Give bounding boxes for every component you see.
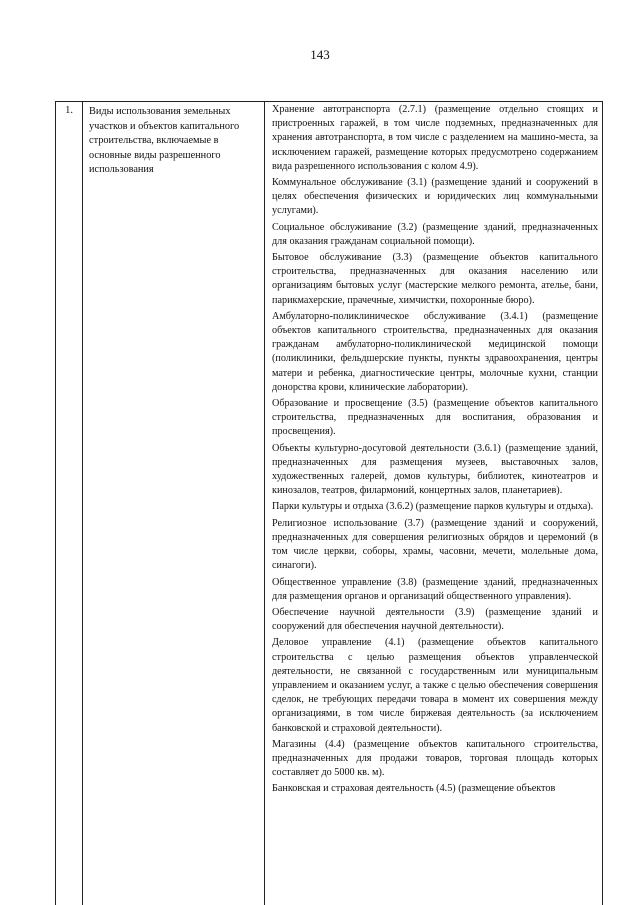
use-entry-cultural-leisure: Объекты культурно-досуговой деятельности (3.6.1) (размещение зданий, предназначенных для размещения музеев, выставочных залов, художественных галерей, домов культуры, библиотек, кинотеатров и кинозалов, театров, филармоний, концертных залов, планетариев). bbox=[272, 442, 598, 497]
land-use-table bbox=[55, 101, 603, 905]
use-entry-vehicle-storage: Хранение автотранспорта (2.7.1) (размещение отдельно стоящих и пристроенных гаражей, в том числе подземных, предназначенных для хранения автотранспорта, в том числе с разделением на машино-места, за исключением гаражей, размещение которых предусмотрено содержанием вида разрешенного использования с колом 4.9). bbox=[272, 104, 598, 172]
use-entry-public-administration: Общественное управление (3.8) (размещение зданий, предназначенных для размещения органов и организаций общественного управления). bbox=[272, 576, 598, 602]
use-entry-banking-insurance: Банковская и страховая деятельность (4.5) (размещение объектов bbox=[272, 783, 556, 795]
use-entry-shops: Магазины (4.4) (размещение объектов капитального строительства, предназначенных для продажи товаров, торговая площадь которых составляет до 5000 кв. м). bbox=[272, 738, 598, 779]
use-entry-household-service: Бытовое обслуживание (3.3) (размещение объектов капитального строительства, предназначенных для оказания населению или организациям бытовых услуг (мастерские мелкого ремонта, ателье, бани, парикмахерские, прачечные, химчистки, похоронные бюро). bbox=[272, 252, 598, 306]
row-description: Виды использования земельных участков и объектов капитального строительства, включаемые в основные виды разрешенного использования bbox=[83, 102, 265, 905]
use-entry-religious-use: Религиозное использование (3.7) (размещение зданий и сооружений, предназначенных для совершения религиозных обрядов и церемоний (в том числе церкви, соборы, храмы, часовни, мечети, молельные дома, синагоги). bbox=[272, 517, 598, 572]
use-entry-business-management: Деловое управление (4.1) (размещение объектов капитального строительства с целью размещения объектов управленческой деятельности, не связанной с государственным или муниципальным управлением и оказанием услуг, а также с целью обеспечения совершения сделок, не требующих передачи товара в момент их совершения между организациями, в том числе биржевая деятельность (за исключением банковской и страховой деятельности). bbox=[272, 637, 598, 734]
use-entry-education: Образование и просвещение (3.5) (размещение объектов капитального строительства, предназначенных для воспитания, образования и просвещения). bbox=[272, 398, 598, 438]
use-entry-culture-parks: Парки культуры и отдыха (3.6.2) (размещение парков культуры и отдыха). bbox=[272, 501, 594, 513]
page-number: 143 bbox=[310, 47, 330, 62]
permitted-uses-list bbox=[265, 102, 602, 905]
use-entry-communal-service: Коммунальное обслуживание (3.1) (размещение зданий и сооружений в целях обеспечения физических и юридических лиц коммунальными услугами). bbox=[272, 177, 598, 217]
use-entry-scientific-activity: Обеспечение научной деятельности (3.9) (размещение зданий и сооружений для обеспечения научной деятельности). bbox=[272, 606, 598, 633]
use-entry-outpatient-care: Амбулаторно-поликлиническое обслуживание (3.4.1) (размещение объектов капитального строительства, предназначенных для оказания гражданам амбулаторно-поликлинической медицинской помощи (поликлиники, фельдшерские пункты, пункты здравоохранения, центры матери и ребенка, диагностические центры, молочные кухни, станции донорства крови, клинические лаборатории). bbox=[272, 310, 598, 393]
use-entry-social-service: Социальное обслуживание (3.2) (размещение зданий, предназначенных для оказания гражданам социальной помощи). bbox=[272, 221, 598, 247]
row-number: 1. bbox=[56, 102, 83, 905]
